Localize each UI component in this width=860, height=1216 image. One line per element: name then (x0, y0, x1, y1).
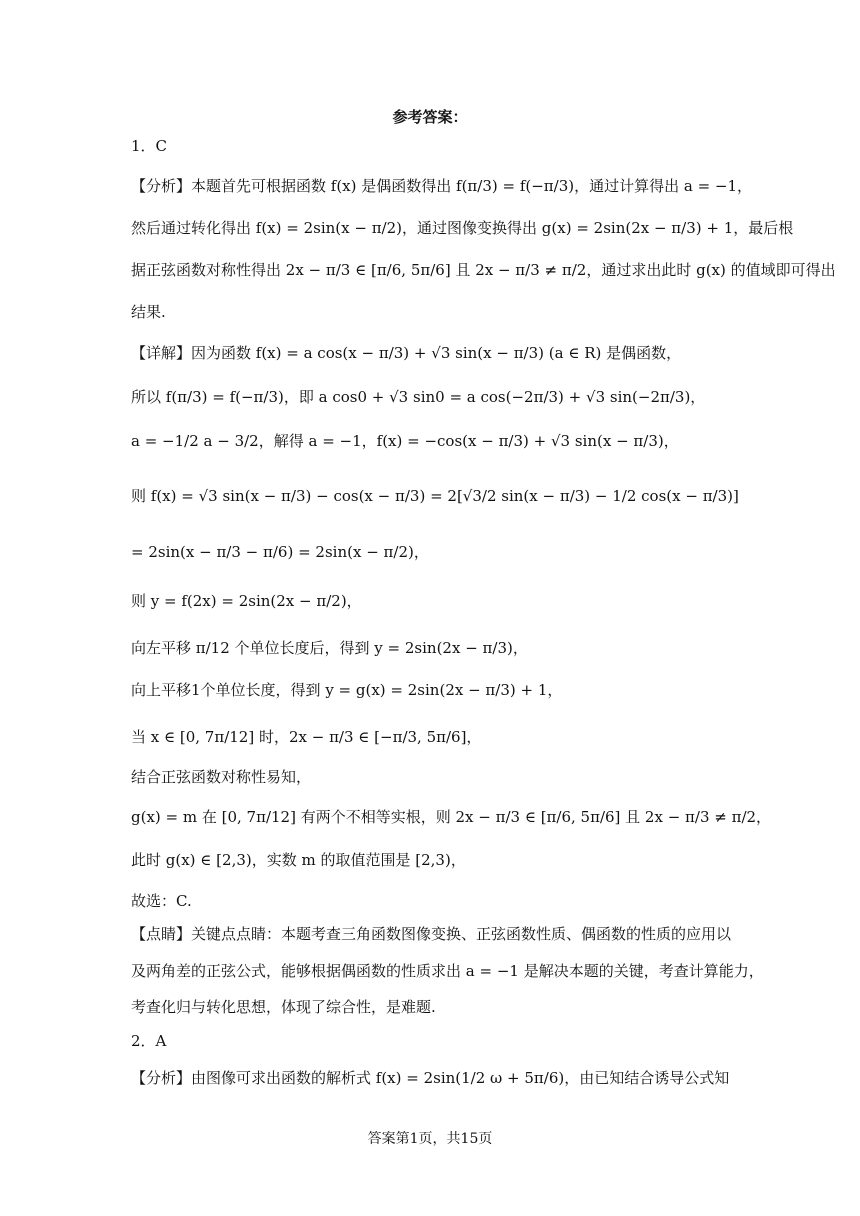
detail-line: 则 y = f(2x) = 2sin(2x − π/2)， (131, 592, 362, 610)
page-title: 参考答案： (392, 108, 468, 126)
detail-line: a = −1/2 a − 3/2，解得 a = −1，f(x) = −cos(x − π/3) + √3 sin(x − π/3)， (131, 432, 679, 450)
answer-choice: 故选：C. (131, 892, 192, 910)
detail-line: 向上平移1个单位长度，得到 y = g(x) = 2sin(2x − π/3) + 1， (131, 681, 563, 699)
detail-line: g(x) = m 在 [0, 7π/12] 有两个不相等实根，则 2x − π/3 ∈ [π/6, 5π/6] 且 2x − π/3 ≠ π/2， (131, 808, 772, 826)
analysis-line: 然后通过转化得出 f(x) = 2sin(x − π/2)，通过图像变换得出 g(x) = 2sin(2x − π/3) + 1，最后根 (131, 219, 794, 237)
detail-line: 【详解】因为函数 f(x) = a cos(x − π/3) + √3 sin(x − π/3) (a ∈ R) 是偶函数， (131, 344, 682, 362)
page-footer: 答案第1页，共15页 (367, 1131, 493, 1147)
analysis-line: 结果. (131, 303, 166, 321)
question-number: 1．C (131, 137, 168, 155)
detail-line: 当 x ∈ [0, 7π/12] 时，2x − π/3 ∈ [−π/3, 5π/6]， (131, 728, 482, 746)
analysis-line: 据正弦函数对称性得出 2x − π/3 ∈ [π/6, 5π/6] 且 2x − π/3 ≠ π/2，通过求出此时 g(x) 的值域即可得出 (131, 261, 836, 279)
detail-line: 此时 g(x) ∈ [2,3)，实数 m 的取值范围是 [2,3)， (131, 851, 466, 869)
detail-line: 向左平移 π/12 个单位长度后，得到 y = 2sin(2x − π/3)， (131, 639, 528, 657)
analysis-line: 【分析】本题首先可根据函数 f(x) 是偶函数得出 f(π/3) = f(−π/3)，通过计算得出 a = −1， (131, 177, 753, 195)
question-number: 2．A (131, 1032, 167, 1050)
comment-line: 【点睛】关键点点睛：本题考查三角函数图像变换、正弦函数性质、偶函数的性质的应用以 (131, 925, 732, 943)
comment-line: 及两角差的正弦公式，能够根据偶函数的性质求出 a = −1 是解决本题的关键，考查计算能力， (131, 962, 764, 980)
analysis-line: 【分析】由图像可求出函数的解析式 f(x) = 2sin(1/2 ω + 5π/6)，由已知结合诱导公式知 (131, 1069, 730, 1087)
detail-line: 结合正弦函数对称性易知， (131, 768, 312, 786)
comment-line: 考查化归与转化思想，体现了综合性，是难题. (131, 998, 436, 1016)
detail-line: 所以 f(π/3) = f(−π/3)，即 a cos0 + √3 sin0 = a cos(−2π/3) + √3 sin(−2π/3)， (131, 388, 706, 406)
detail-line: 则 f(x) = √3 sin(x − π/3) − cos(x − π/3) = 2[√3/2 sin(x − π/3) − 1/2 cos(x − π/3)] (131, 487, 739, 505)
detail-line: = 2sin(x − π/3 − π/6) = 2sin(x − π/2)， (131, 543, 429, 561)
